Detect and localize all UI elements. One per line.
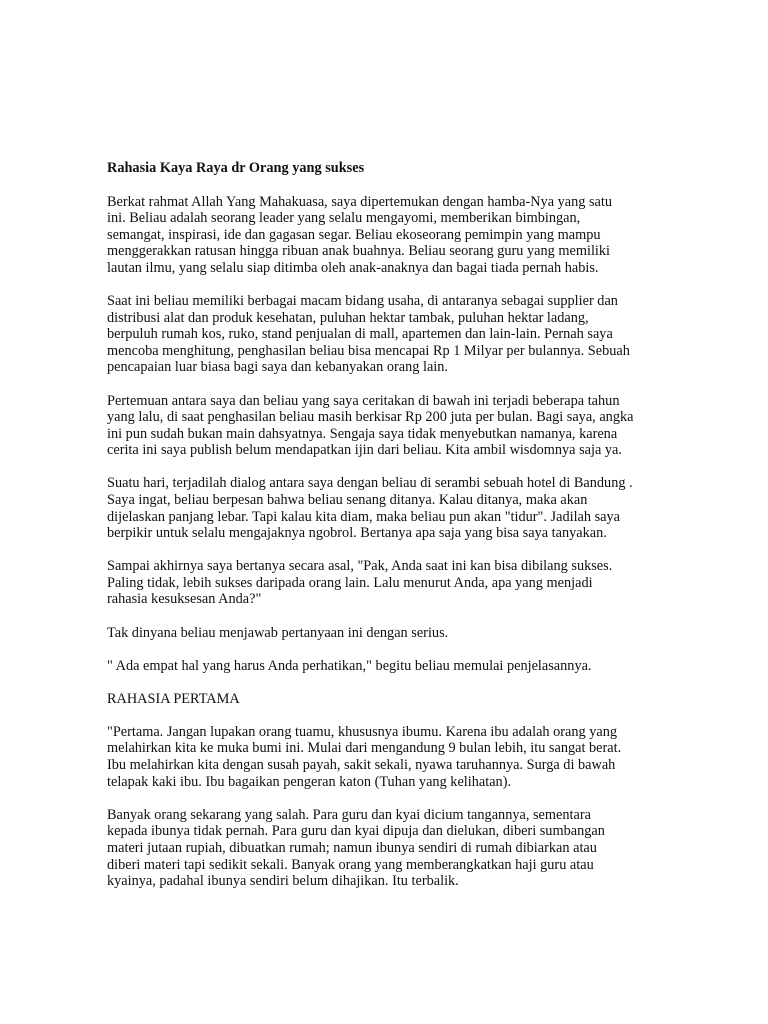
paragraph-wrong-priorities: Banyak orang sekarang yang salah. Para guru dan kyai dicium tangannya, sementara kepada ibunya tidak pernah. Para guru dan kyai dipuja dan dielukan, diberi sumbangan materi jutaan rupiah, dibuatkan rumah; namun ibunya sendiri di rumah dibiarkan atau diberi materi tapi sedikit sekali. Banyak orang yang memberangkatkan haji guru atau kyainya, padahal ibunya sendiri belum dihajikan. Itu terbalik.	[107, 806, 605, 890]
paragraph-first-secret: "Pertama. Jangan lupakan orang tuamu, khususnya ibumu. Karena ibu adalah orang yang melahirkan kita ke muka bumi ini. Mulai dari mengandung 9 bulan lebih, itu sangat berat. Ibu melahirkan kita dengan susah payah, sakit sekali, nyawa taruhannya. Surga di bawah telapak kaki ibu. Ibu bagaikan pengeran katon (Tuhan yang kelihatan).	[107, 723, 622, 790]
paragraph-dialog: Suatu hari, terjadilah dialog antara saya dengan beliau di serambi sebuah hotel di Bandung . Saya ingat, beliau berpesan bahwa beliau senang ditanya. Kalau ditanya, maka akan dijelaskan panjang lebar. Tapi kalau kita diam, maka beliau pun akan "tidur". Jadilah saya berpikir untuk selalu mengajaknya ngobrol. Bertanya apa saja yang bisa saya tanyakan.	[107, 475, 633, 542]
document-title: Rahasia Kaya Raya dr Orang yang sukses	[107, 160, 365, 176]
paragraph-question: Sampai akhirnya saya bertanya secara asal, "Pak, Anda saat ini kan bisa dibilang sukses. Paling tidak, lebih sukses daripada orang lain. Lalu menurut Anda, apa yang menjadi rahasia kesuksesan Anda?"	[107, 558, 613, 608]
paragraph-serious-answer: Tak dinyana beliau menjawab pertanyaan ini dengan serius.	[107, 624, 449, 641]
paragraph-four-things: " Ada empat hal yang harus Anda perhatikan," begitu beliau memulai penjelasannya.	[107, 657, 592, 674]
document-page	[107, 160, 667, 906]
section-heading-rahasia-pertama: RAHASIA PERTAMA	[107, 690, 240, 707]
paragraph-intro: Berkat rahmat Allah Yang Mahakuasa, saya dipertemukan dengan hamba-Nya yang satu ini. Beliau adalah seorang leader yang selalu mengayomi, memberikan bimbingan, semangat, inspirasi, ide dan gagasan segar. Beliau ekoseorang pemimpin yang mampu menggerakkan ratusan hingga ribuan anak buahnya. Beliau seorang guru yang memiliki lautan ilmu, yang selalu siap ditimba oleh anak-anaknya dan bagai tiada pernah habis.	[107, 193, 613, 276]
paragraph-business: Saat ini beliau memiliki berbagai macam bidang usaha, di antaranya sebagai supplier dan distribusi alat dan produk kesehatan, puluhan hektar tambak, puluhan hektar ladang, berpuluh rumah kos, ruko, stand penjualan di mall, apartemen dan lain-lain. Pernah saya mencoba menghitung, penghasilan beliau bisa mencapai Rp 1 Milyar per bulannya. Sebuah pencapaian luar biasa bagi saya dan kebanyakan orang lain.	[107, 293, 630, 376]
paragraph-meeting: Pertemuan antara saya dan beliau yang saya ceritakan di bawah ini terjadi beberapa tahun yang lalu, di saat penghasilan beliau masih berkisar Rp 200 juta per bulan. Bagi saya, angka ini pun sudah bukan main dahsyatnya. Sengaja saya tidak menyebutkan namanya, karena cerita ini saya publish belum mendapatkan ijin dari beliau. Kita ambil wisdomnya saja ya.	[107, 392, 634, 459]
